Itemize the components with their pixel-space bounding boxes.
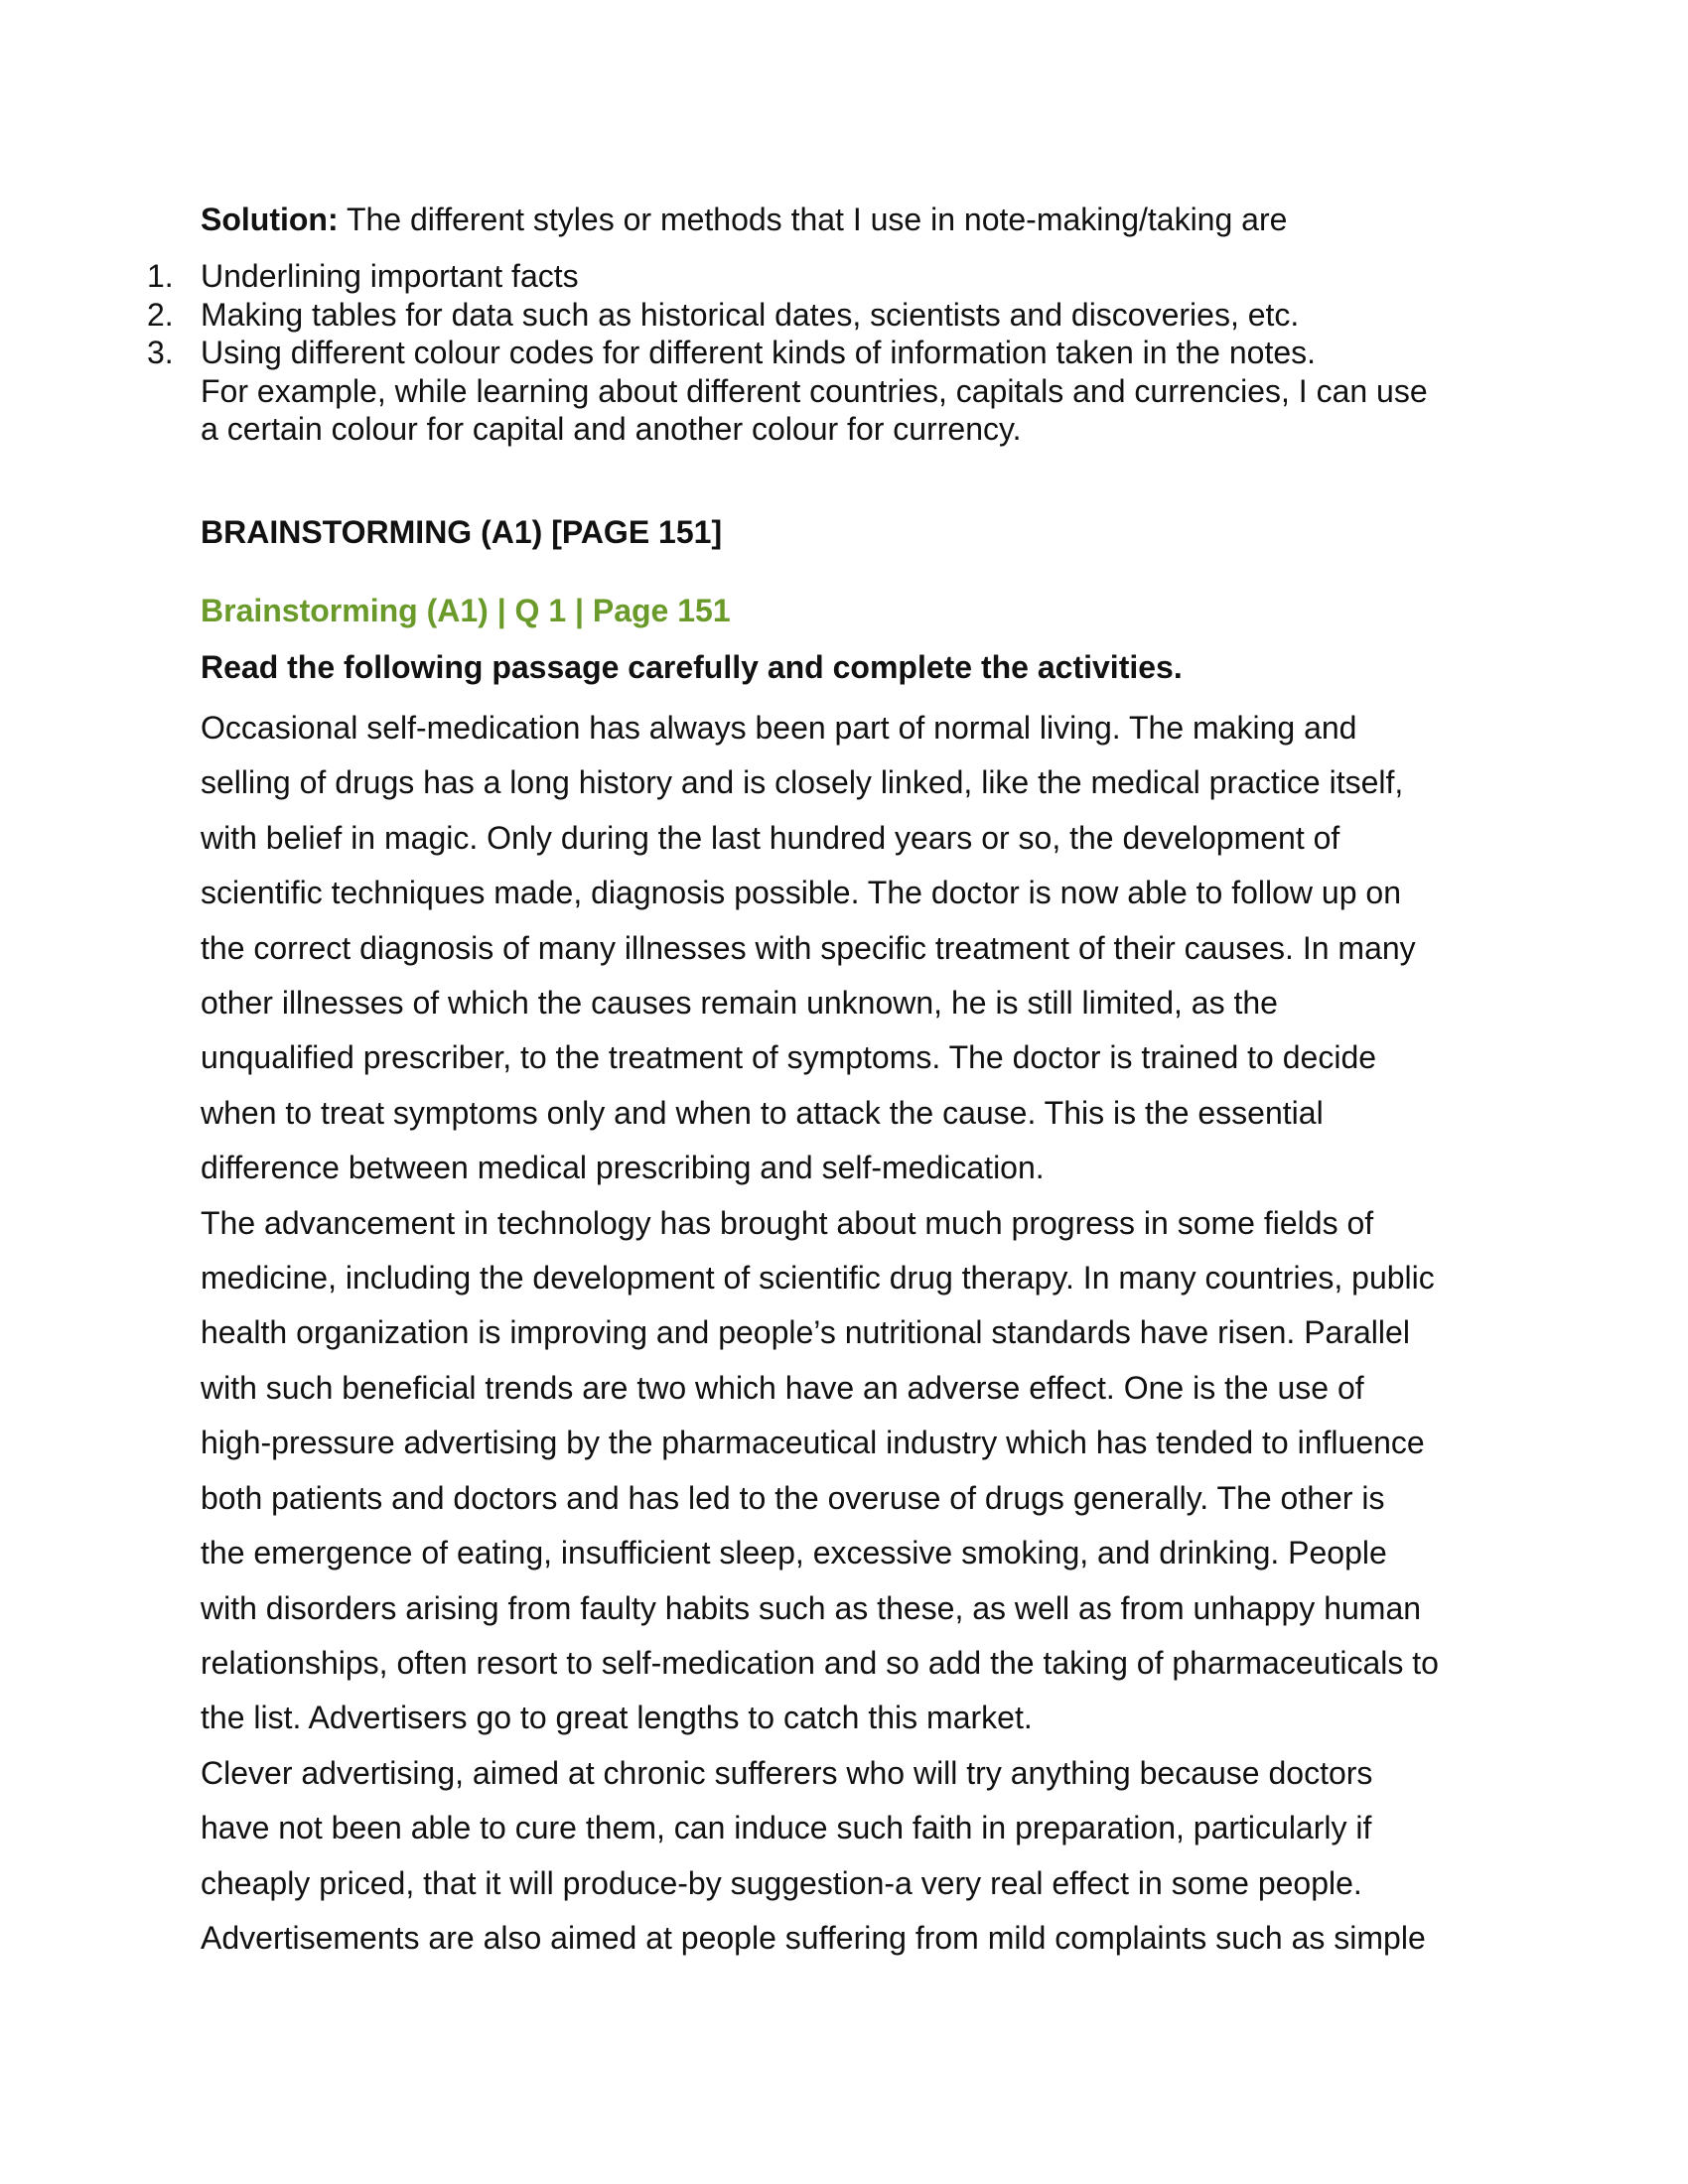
passage-line: The advancement in technology has brought about much progress in some fields of (201, 1204, 1374, 1241)
reading-passage (201, 701, 1551, 1966)
passage-line: high-pressure advertising by the pharmaceutical industry which has tended to influence (201, 1425, 1425, 1461)
passage-line: difference between medical prescribing and self-medication. (201, 1150, 1045, 1186)
passage-line: the list. Advertisers go to great lengths to catch this market. (201, 1700, 1033, 1736)
passage-line: selling of drugs has a long history and is closely linked, like the medical practice itself, (201, 764, 1404, 801)
passage-line: the emergence of eating, insufficient sleep, excessive smoking, and drinking. People (201, 1535, 1387, 1571)
passage-line: with belief in magic. Only during the last hundred years or so, the development of (201, 819, 1340, 856)
passage-line: with such beneficial trends are two which have an adverse effect. One is the use of (201, 1369, 1364, 1406)
methods-list (147, 257, 1537, 449)
passage-line: when to treat symptoms only and when to attack the cause. This is the essential (201, 1094, 1324, 1131)
list-item-number: 3. (147, 335, 174, 370)
list-item-number: 2. (147, 296, 174, 333)
list-item (147, 296, 1537, 335)
passage-line: Clever advertising, aimed at chronic sufferers who will try anything because doctors (201, 1754, 1373, 1791)
section-heading: BRAINSTORMING (A1) [PAGE 151] (201, 514, 723, 550)
list-item-number: 1. (147, 258, 174, 294)
passage-line: with disorders arising from faulty habits such as these, as well as from unhappy human (201, 1589, 1422, 1626)
list-item-line: Making tables for data such as historical dates, scientists and discoveries, etc. (201, 296, 1300, 333)
list-item-line: Using different colour codes for different kinds of information taken in the notes. (201, 335, 1317, 370)
passage-line: both patients and doctors and has led to the overuse of drugs generally. The other is (201, 1479, 1385, 1516)
passage-line: Occasional self-medication has always been part of normal living. The making and (201, 710, 1357, 746)
solution-label: Solution: (201, 202, 339, 237)
solution-intro (201, 201, 1521, 238)
passage-line: other illnesses of which the causes remain unknown, he is still limited, as the (201, 985, 1278, 1022)
passage-line: unqualified prescriber, to the treatment of symptoms. The doctor is trained to decide (201, 1039, 1377, 1076)
list-item-line: a certain colour for capital and another colour for currency. (201, 411, 1022, 447)
list-item-line: For example, while learning about different countries, capitals and currencies, I can use (201, 372, 1428, 409)
list-item (147, 334, 1537, 449)
passage-line: health organization is improving and people’s nutritional standards have risen. Parallel (201, 1314, 1410, 1351)
passage-line: the correct diagnosis of many illnesses with specific treatment of their causes. In many (201, 929, 1416, 966)
question-reference: Brainstorming (A1) | Q 1 | Page 151 (201, 593, 731, 628)
passage-line: medicine, including the development of scientific drug therapy. In many countries, public (201, 1260, 1435, 1297)
solution-text: The different styles or methods that I use in note-making/taking are (338, 202, 1288, 237)
list-item (147, 257, 1537, 296)
passage-line: Advertisements are also aimed at people suffering from mild complaints such as simple (201, 1919, 1426, 1956)
instruction-text: Read the following passage carefully and complete the activities. (201, 649, 1183, 685)
passage-line: relationships, often resort to self-medication and so add the taking of pharmaceuticals to (201, 1644, 1439, 1681)
passage-line: have not been able to cure them, can induce such faith in preparation, particularly if (201, 1810, 1372, 1846)
passage-line: cheaply priced, that it will produce-by suggestion-a very real effect in some people. (201, 1864, 1362, 1901)
passage-line: scientific techniques made, diagnosis possible. The doctor is now able to follow up on (201, 875, 1401, 911)
list-item-line: Underlining important facts (201, 258, 579, 294)
